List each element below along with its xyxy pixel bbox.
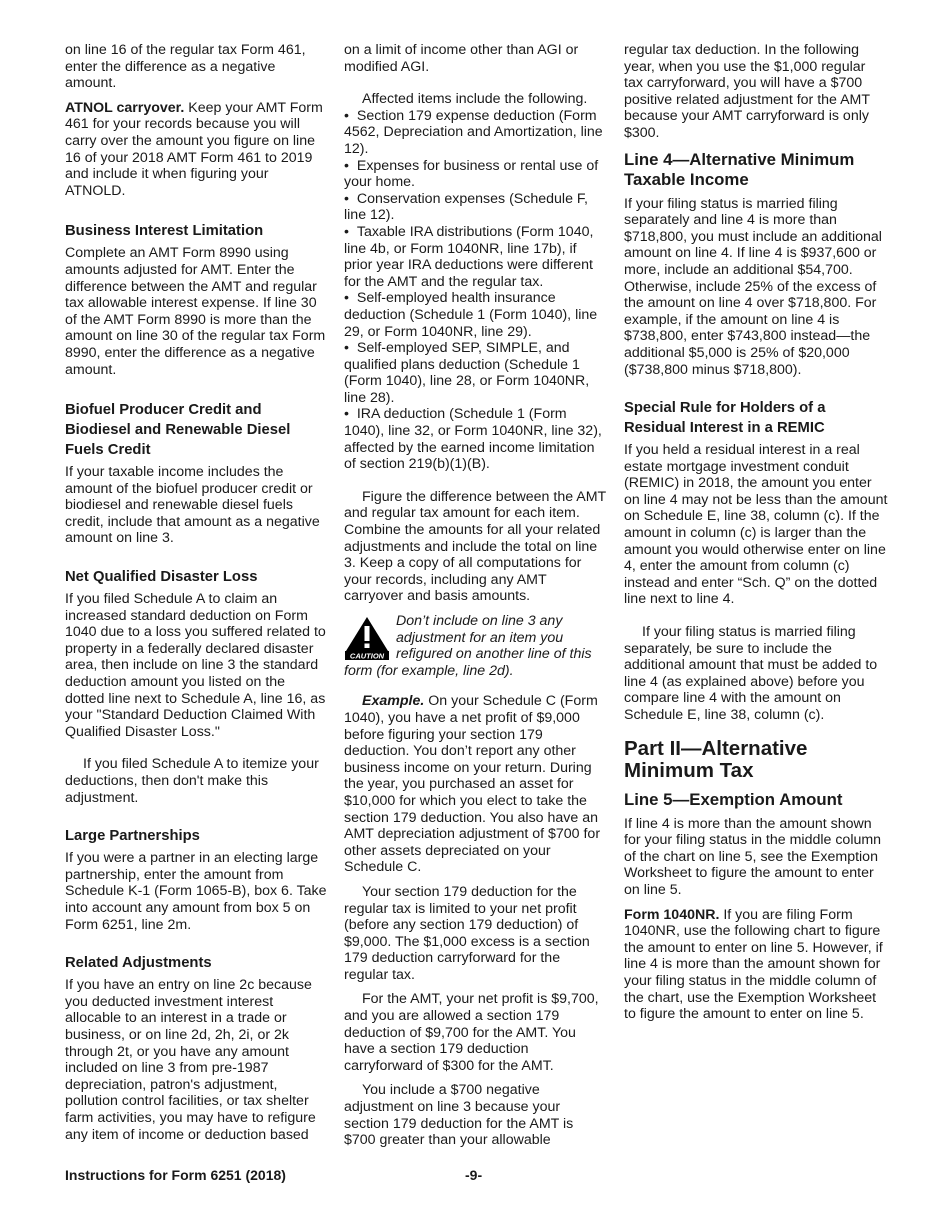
list-item: • IRA deduction (Schedule 1 (Form 1040), line 32, or Form 1040NR, line 32), affected by the earned income limitation of section 219(b)(1)(B).	[344, 406, 606, 472]
line5-text: If line 4 is more than the amount shown for your filing status in the middle column of the chart on line 5, see the Exemption Worksheet to figure the amount to enter on line 5.	[624, 815, 882, 898]
list-item: • Self-employed health insurance deduction (Schedule 1 (Form 1040), line 29, or Form 1040NR, line 29).	[344, 290, 606, 340]
remic-text-1: If you held a residual interest in a real estate mortgage investment conduit (REMIC) in 2018, the amount you enter on line 4 may not be less than the amount on Schedule E, line 38, column (c). If the amount in column (c) is larger than the amount you would otherwise enter on line 4, enter the amount from column (c) instead and enter “Sch. Q” on the dotted line next to line 4.	[624, 442, 888, 608]
regular-tax-text: Your section 179 deduction for the regular tax is limited to your net profit (before any section 179 deduction) of $9,000. The $1,000 excess is a section 179 deduction carryforward for the regular tax.	[344, 883, 590, 983]
atnol-run-in-heading: ATNOL carryover.	[65, 99, 185, 116]
list-item: • Taxable IRA distributions (Form 1040, line 4b, or Form 1040NR, line 17b), if prior year IRA deductions were different for the AMT and the regular tax.	[344, 224, 606, 290]
amt-text: For the AMT, your net profit is $9,700, and you are allowed a section 179 deduction of $9,700 for the AMT. You have a section 179 deduction carryforward of $300 for the AMT.	[344, 991, 599, 1074]
atnol-paragraph	[65, 100, 327, 200]
caution-icon	[344, 615, 390, 661]
list-item: • Self-employed SEP, SIMPLE, and qualified plans deduction (Schedule 1 (Form 1040), line 28, or Form 1040NR, line 28).	[344, 340, 606, 406]
figure-difference-text: Figure the difference between the AMT and regular tax amount for each item. Combine the amounts for all your related adjustments and include the total on line 3. Keep a copy of all computations for your records, including any AMT carryover and basis amounts.	[344, 488, 606, 605]
caution-text-line-1: Don’t include on line 3 any	[396, 613, 563, 629]
form1040nr-paragraph	[624, 907, 888, 1023]
related-adjustments-text: If you have an entry on line 2c because you deducted investment interest allocable to an interest in a trade or business, or on line 2d, 2h, 2i, or 2k through 2t, or you have any amount included on line 3 from pre-1987 depreciation, patron's adjustment, pollution control facilities, or tax shelter farm activities, you may have to refigure any item of income or deduction based	[65, 977, 316, 1143]
page-number: -9-	[465, 1167, 483, 1183]
affected-items-list	[344, 108, 606, 473]
continued-text: on a limit of income other than AGI or modified AGI.	[344, 42, 579, 75]
example-run-in-heading: Example.	[362, 693, 425, 710]
list-item: • Section 179 expense deduction (Form 4562, Depreciation and Amortization, line 12).	[344, 108, 606, 158]
column-3	[624, 42, 888, 1031]
part2-heading: Part II—Alternative Minimum Tax	[624, 736, 808, 782]
atnol-text: Keep your AMT Form 461 for your records because you will carry over the amount you figure on line 16 of your 2018 AMT Form 461 to 2019 and include it when figuring your ATNOLD.	[65, 99, 323, 199]
continued-text: on line 16 of the regular tax Form 461, enter the difference as a negative amount.	[65, 42, 306, 92]
column-1	[65, 42, 327, 1151]
line4-text: If your filing status is married filing separately and line 4 is more than $718,800, you must include an additional amount on line 4. If line 4 is $937,600 or more, include an additional $54,700. Otherwise, include 25% of the excess of the amount on line 4 over $718,800. For example, if the amount on line 4 is $738,800, enter $743,800 instead—the additional $5,000 is 25% of $20,000 ($738,800 minus $718,800).	[624, 195, 882, 378]
affected-items-intro: Affected items include the following.	[362, 91, 588, 108]
caution-text-line-4: form (for example, line 2d).	[344, 662, 514, 679]
example-text: On your Schedule C (Form 1040), you have a net profit of $9,000 before figuring your section 179 deduction. You don’t report any other business income on your return. During the year, you purchased an asset for $10,000 for which you elect to take the section 179 deduction. You also have an AMT depreciation adjustment of $700 for other assets depreciated on your Schedule C.	[344, 693, 601, 876]
large-partnerships-heading: Large Partnerships	[65, 828, 200, 845]
disaster-loss-text-2: If you filed Schedule A to itemize your deductions, then don't make this adjustment.	[65, 756, 319, 806]
disaster-loss-heading: Net Qualified Disaster Loss	[65, 569, 258, 586]
business-interest-heading: Business Interest Limitation	[65, 223, 264, 240]
form1040nr-text: If you are filing Form 1040NR, use the following chart to figure the amount to enter on line 5. However, if line 4 is more than the amount shown for your filing status in the middle column of the chart, use the Exemption Worksheet to figure the amount to enter on line 5.	[624, 906, 883, 1023]
caution-note	[344, 613, 606, 679]
continued-text: regular tax deduction. In the following year, when you use the $1,000 regular tax carryforward, you will have a $700 positive related adjustment for the AMT because your AMT carryforward is only $300.	[624, 42, 870, 141]
footer-title: Instructions for Form 6251 (2018)	[65, 1167, 286, 1183]
biofuel-heading: Biofuel Producer Credit and Biodiesel and Renewable Diesel Fuels Credit	[65, 402, 291, 459]
business-interest-text: Complete an AMT Form 8990 using amounts adjusted for AMT. Enter the difference between the AMT and regular tax allowable interest expense. If line 30 of the AMT Form 8990 is more than the amount on line 30 of the regular tax Form 8990, enter the difference as a negative amount.	[65, 245, 326, 378]
caution-label: CAUTION	[349, 651, 385, 661]
line4-heading: Line 4—Alternative Minimum Taxable Income	[624, 149, 855, 189]
form1040nr-run-in-heading: Form 1040NR.	[624, 906, 720, 923]
example-paragraph	[344, 693, 606, 876]
list-item: • Expenses for business or rental use of your home.	[344, 158, 606, 191]
biofuel-text: If your taxable income includes the amount of the biofuel producer credit or biodiesel and renewable diesel fuels credit, include that amount as a negative amount on line 3.	[65, 464, 320, 547]
line5-heading: Line 5—Exemption Amount	[624, 789, 843, 809]
list-item: • Conservation expenses (Schedule F, line 12).	[344, 191, 606, 224]
related-adjustments-heading: Related Adjustments	[65, 955, 212, 972]
include-adjustment-text: You include a $700 negative adjustment on line 3 because your section 179 deduction for the AMT is $700 greater than your allowable	[344, 1082, 574, 1149]
remic-heading: Special Rule for Holders of a Residual Interest in a REMIC	[624, 400, 826, 437]
remic-text-2: If your filing status is married filing separately, be sure to include the additional amount that must be added to line 4 (as explained above) before you compare line 4 with the amount on Schedule E, line 38, column (c).	[624, 624, 878, 723]
column-2	[344, 42, 606, 1157]
disaster-loss-text-1: If you filed Schedule A to claim an increased standard deduction on Form 1040 due to a loss you suffered related to property in a federally declared disaster area, then include on line 3 the standard deduction amount you listed on the dotted line next to Schedule A, line 16, as your "Standard Deduction Claimed With Qualified Disaster Loss."	[65, 591, 326, 740]
caution-text-line-3: refigured on another line of this	[396, 646, 592, 663]
large-partnerships-text: If you were a partner in an electing large partnership, enter the amount from Schedule K-1 (Form 1065-B), box 6. Take into account any amount from box 5 on Form 6251, line 2m.	[65, 850, 327, 933]
caution-text-line-2: adjustment for an item you	[396, 629, 564, 646]
